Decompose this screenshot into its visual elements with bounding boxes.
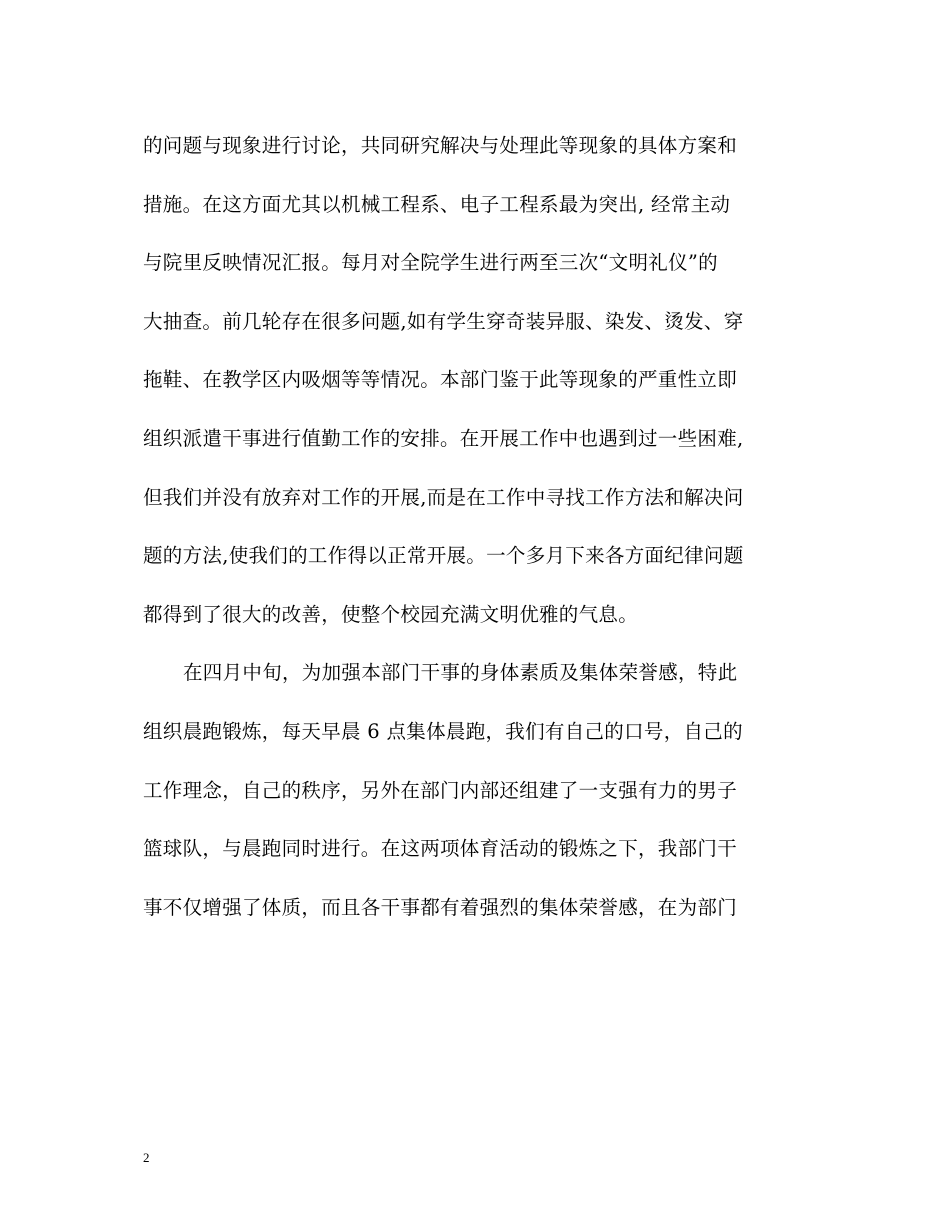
- text-line: 题的方法,使我们的工作得以正常开展。一个多月下来各方面纪律问题: [143, 544, 744, 568]
- text-line: 都得到了很大的改善，使整个校园充满文明优雅的气息。: [143, 602, 639, 626]
- text-line: 的问题与现象进行讨论，共同研究解决与处理此等现象的具体方案和: [143, 134, 738, 157]
- body-text: [143, 125, 808, 945]
- text-line: 措施。在这方面尤其以机械工程系、电子工程系最为突出, 经常主动: [143, 192, 731, 216]
- text-line: 拖鞋、在教学区内吸烟等等情况。本部门鉴于此等现象的严重性立即: [143, 368, 738, 392]
- text-line: 工作理念，自己的秩序，另外在部门内部还组建了一支强有力的男子: [143, 778, 738, 802]
- text-line: 组织晨跑锻炼，每天早晨 6 点集体晨跑，我们有自己的口号，自己的: [143, 719, 743, 743]
- text-line: 与院里反映情况汇报。每月对全院学生进行两至三次“文明礼仪”的: [143, 251, 718, 275]
- text-line: 事不仅增强了体质，而且各干事都有着强烈的集体荣誉感，在为部门: [143, 895, 738, 919]
- text-line: 篮球队，与晨跑同时进行。在这两项体育活动的锻炼之下，我部门干: [143, 837, 738, 861]
- page-number: 2: [143, 1150, 150, 1165]
- text-line: 组织派遣干事进行值勤工作的安排。在开展工作中也遇到过一些困难,: [143, 426, 744, 450]
- text-line: 大抽查。前几轮存在很多问题,如有学生穿奇装异服、染发、烫发、穿: [143, 309, 744, 333]
- text-line: 但我们并没有放弃对工作的开展,而是在工作中寻找工作方法和解决问: [143, 485, 744, 509]
- paragraph-start-line: 在四月中旬，为加强本部门干事的身体素质及集体荣誉感，特此: [183, 661, 738, 685]
